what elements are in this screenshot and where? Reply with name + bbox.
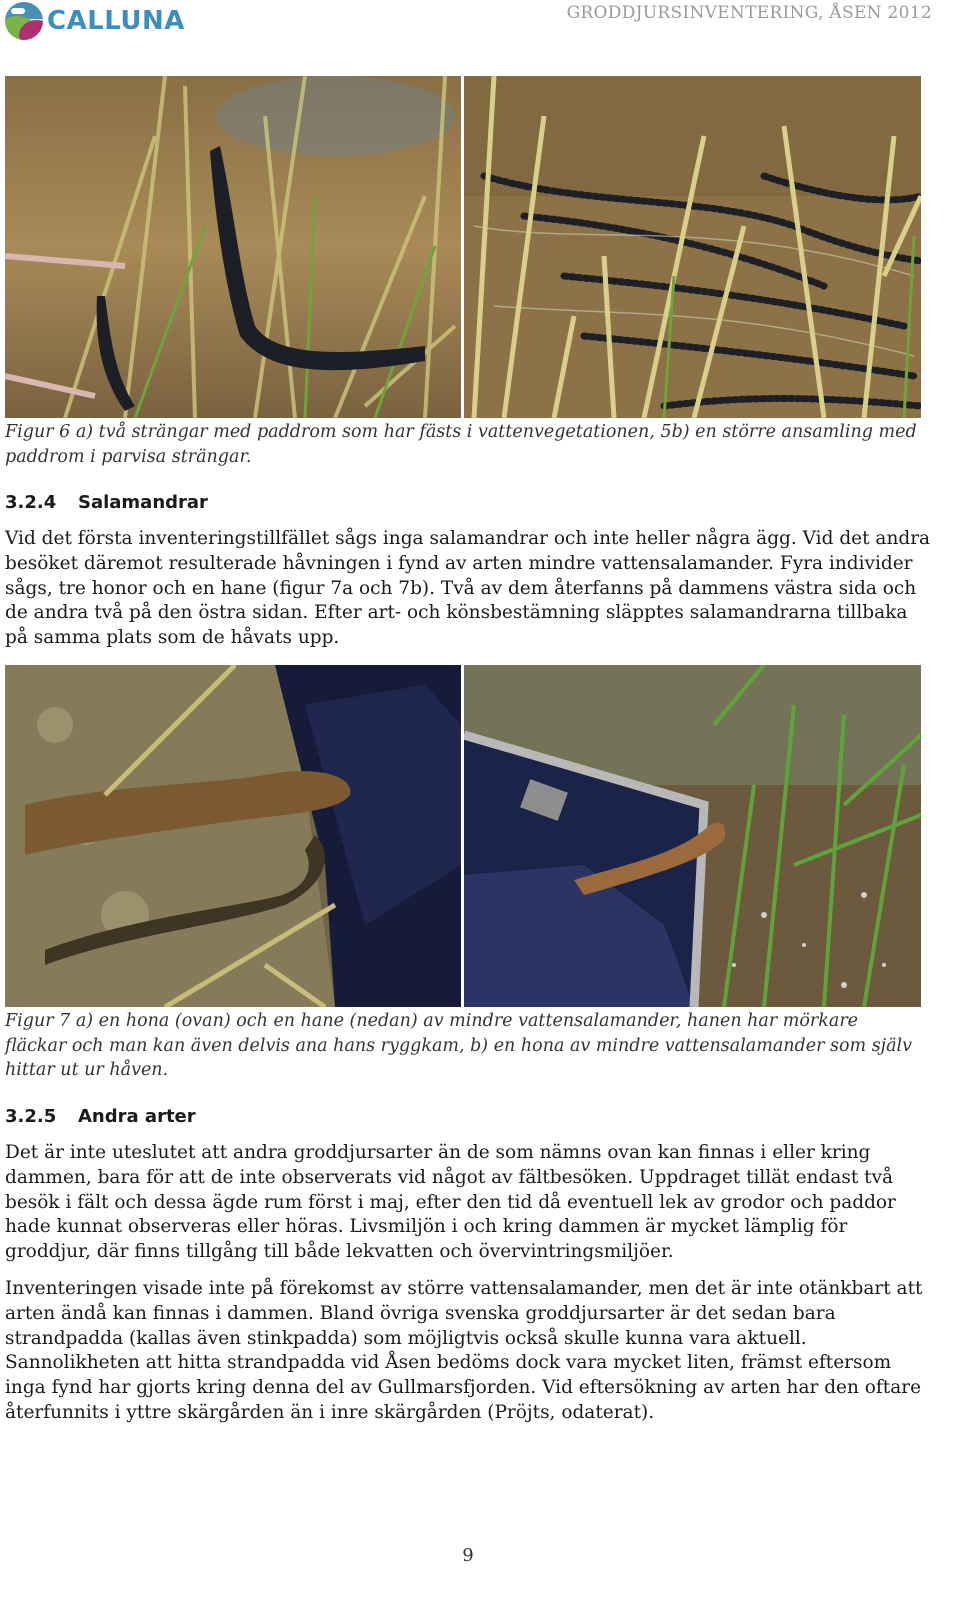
page-header [0,0,960,50]
figure6-photo-b [464,76,921,418]
figure7-photo-b [464,665,921,1007]
section-3-2-5-paragraph-2: Inventeringen visade inte på förekomst av större vattensalamander, men det är inte otänkbart att arten ändå kan finnas i dammen. Bland övriga svenska groddjursarter är det sedan bara strandpadda (kallas även stinkpadda) som möjligtvis också skulle kunna vara aktuell. Sannolikheten att hitta strandpadda vid Åsen bedöms dock vara mycket liten, främst eftersom inga fynd har gjorts kring denna del av Gullmarsfjorden. Vid eftersökning av arten har den oftare återfunnits i yttre skärgården än i inre skärgården (Pröjts, odaterat). [5,1278,923,1423]
section-number: 3.2.5 [5,1106,57,1127]
figure7-photo-a [5,665,461,1007]
figure7-caption: Figur 7 a) en hona (ovan) och en hane (nedan) av mindre vattensalamander, hanen har mörkare fläckar och man kan även delvis ana hans ryggkam, b) en hona av mindre vattensalamander som själv hittar ut ur håven. [5,1011,913,1080]
calluna-logo-icon [5,2,43,40]
section-3-2-5-paragraph-1: Det är inte uteslutet att andra groddjursarter än de som nämns ovan kan finnas i eller kring dammen, bara för att de inte observerats vid något av fältbesöken. Uppdraget tillät endast två besök i fält och dessa ägde rum först i maj, efter den tid då eventuell lek av grodor och paddor hade kunnat observeras eller höras. Livsmiljön i och kring dammen är mycket lämplig för groddjur, där finns tillgång till både lekvatten och övervintringsmiljöer. [5,1142,896,1263]
figure7-photos [5,665,921,1007]
section-3-2-4-paragraph: Vid det första inventeringstillfället sågs inga salamandrar och inte heller några ägg. Vid det andra besöket däremot resulterade håvningen i fynd av arten mindre vattensalamander. Fyra individer sågs, tre honor och en hane (figur 7a och 7b). Två av dem återfanns på dammens västra sida och de andra två på den östra sidan. Efter art- och könsbestämning släpptes salamandrarna tillbaka på samma plats som de håvats upp. [5,528,931,649]
section-number: 3.2.4 [5,492,57,513]
document-title: GRODDJURSINVENTERING, ÅSEN 2012 [566,3,932,23]
page-number: 9 [462,1545,474,1566]
figure6-photo-a [5,76,461,418]
section-heading-3-2-5 [5,1106,196,1127]
section-title: Andra arter [78,1106,196,1127]
section-heading-3-2-4 [5,492,208,513]
section-title: Salamandrar [78,492,208,513]
calluna-logo [5,2,185,40]
logo-text: CALLUNA [47,6,185,36]
figure6-caption: Figur 6 a) två strängar med paddrom som har fästs i vattenvegetationen, 5b) en större ansamling med paddrom i parvisa strängar. [5,422,917,467]
figure6-photos [5,76,921,418]
